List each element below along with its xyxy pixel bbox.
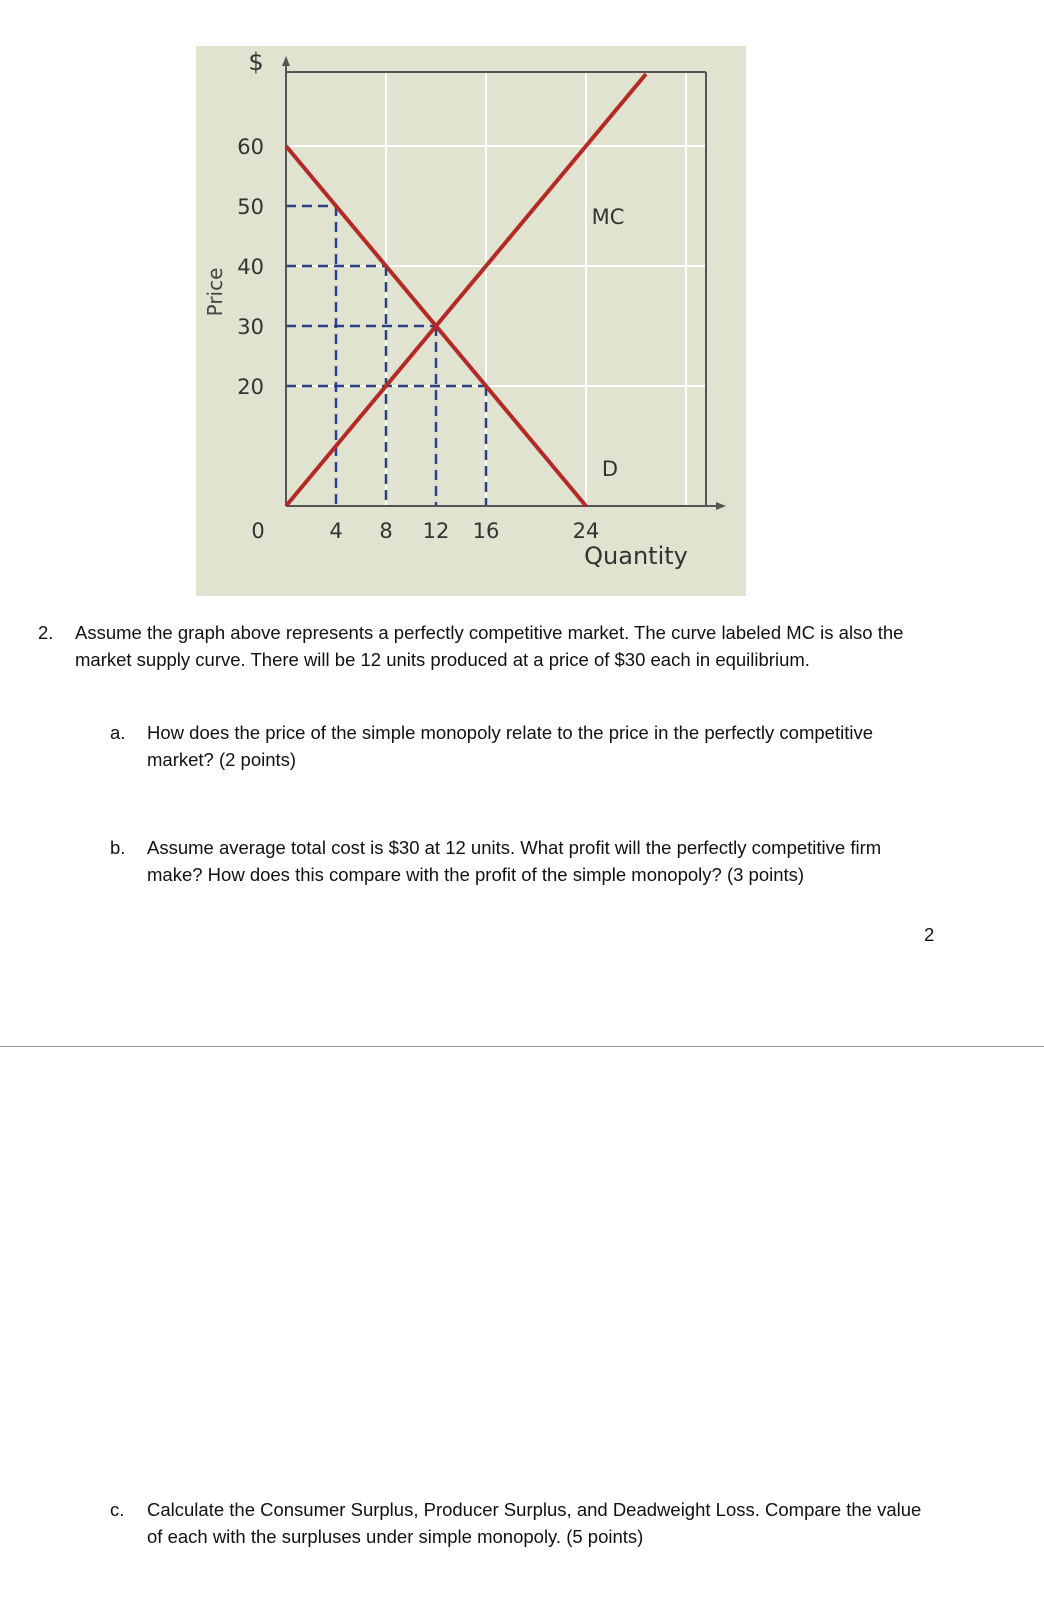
page-number: 2 xyxy=(924,924,935,945)
part-a-letter: a. xyxy=(110,722,126,743)
supply-demand-chart xyxy=(196,46,746,596)
chart-grid xyxy=(286,72,706,506)
x-axis-title: Quantity xyxy=(584,542,688,570)
y-tick-20: 20 xyxy=(237,375,264,399)
part-b-letter: b. xyxy=(110,837,126,858)
y-tick-30: 30 xyxy=(237,315,264,339)
question-text: Assume the graph above represents a perfectly competitive market. The curve labeled MC is also the market supply curve. There will be 12 units produced at a price of $30 each in equilibrium. xyxy=(75,622,904,670)
chart-svg xyxy=(196,46,746,596)
x-tick-0: 0 xyxy=(251,519,265,543)
part-c-letter: c. xyxy=(110,1499,125,1520)
series-line-mc xyxy=(286,74,646,506)
x-tick-8: 8 xyxy=(379,519,393,543)
x-tick-16: 16 xyxy=(472,519,500,543)
x-axis-arrow xyxy=(716,502,726,510)
page-divider xyxy=(0,1046,1044,1047)
y-tick-50: 50 xyxy=(237,195,264,219)
y-tick-40: 40 xyxy=(237,255,264,279)
chart-series xyxy=(286,74,646,506)
part-a-text: How does the price of the simple monopoly relate to the price in the perfectly competitive market? (2 points) xyxy=(147,722,873,770)
part-c-text: Calculate the Consumer Surplus, Producer Surplus, and Deadweight Loss. Compare the value of each with the surpluses under simple monopoly. (5 points) xyxy=(147,1499,922,1547)
y-axis-arrow xyxy=(282,56,290,66)
x-tick-4: 4 xyxy=(329,519,343,543)
x-tick-12: 12 xyxy=(422,519,450,543)
y-tick-60: 60 xyxy=(237,135,264,159)
demand-curve-label: D xyxy=(601,457,619,481)
x-tick-24: 24 xyxy=(572,519,600,543)
y-unit-label: $ xyxy=(248,48,264,76)
mc-curve-label: MC xyxy=(591,205,625,229)
question-number: 2. xyxy=(38,622,54,643)
part-b-text: Assume average total cost is $30 at 12 units. What profit will the perfectly competitive firm make? How does this compare with the profit of the simple monopoly? (3 points) xyxy=(147,837,882,885)
x-tick-labels xyxy=(251,519,599,543)
y-tick-labels xyxy=(237,135,264,399)
y-axis-title: Price xyxy=(203,267,227,317)
